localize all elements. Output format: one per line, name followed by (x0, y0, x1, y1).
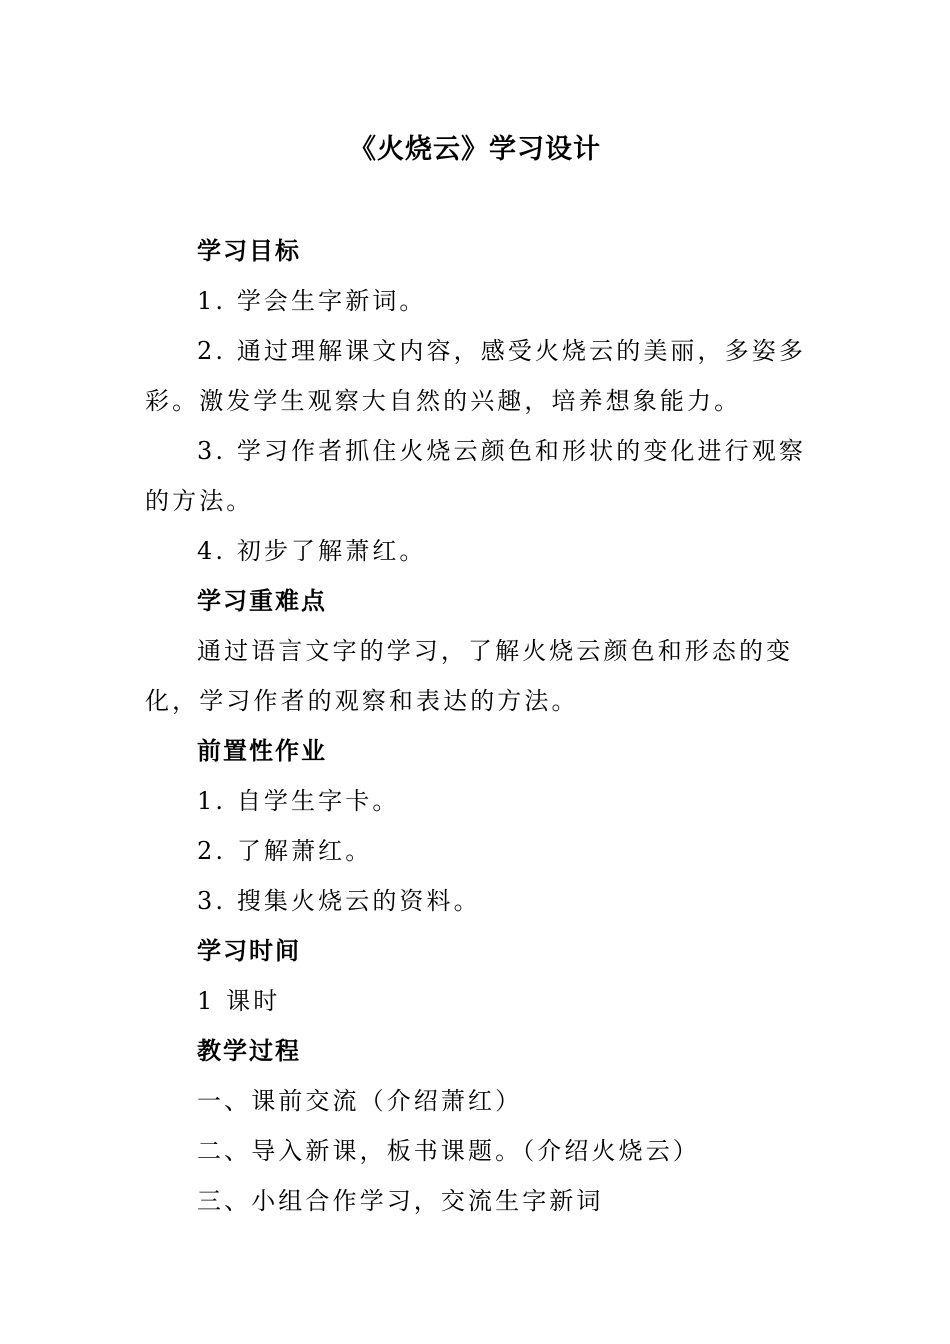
prework-item: 2. 了解萧红。 (197, 837, 373, 865)
duration-text: 1 课时 (197, 987, 281, 1015)
goal-item: 1. 学会生字新词。 (197, 287, 427, 315)
heading-key-points: 学习重难点 (197, 587, 327, 615)
goal-item: 4. 初步了解萧红。 (197, 537, 427, 565)
process-item: 二、导入新课，板书课题。（介绍火烧云） (197, 1137, 700, 1165)
document-title: 《火烧云》学习设计 (349, 134, 601, 165)
key-points-text: 通过语言文字的学习，了解火烧云颜色和形态的变化，学习作者的观察和表达的方法。 (145, 637, 794, 715)
prework-item: 3. 搜集火烧云的资料。 (197, 887, 481, 915)
goal-item: 2. 通过理解课文内容，感受火烧云的美丽，多姿多彩。激发学生观察大自然的兴趣，培养想象能力。 (145, 337, 806, 415)
heading-goals: 学习目标 (197, 237, 301, 265)
process-item: 一、课前交流（介绍萧红） (197, 1087, 523, 1115)
process-item: 三、小组合作学习，交流生字新词 (197, 1187, 604, 1215)
document-body (145, 226, 810, 1226)
heading-process: 教学过程 (197, 1037, 301, 1065)
heading-duration: 学习时间 (197, 937, 301, 965)
goal-item: 3. 学习作者抓住火烧云颜色和形状的变化进行观察的方法。 (145, 437, 806, 515)
prework-item: 1. 自学生字卡。 (197, 787, 400, 815)
heading-prework: 前置性作业 (197, 737, 327, 765)
